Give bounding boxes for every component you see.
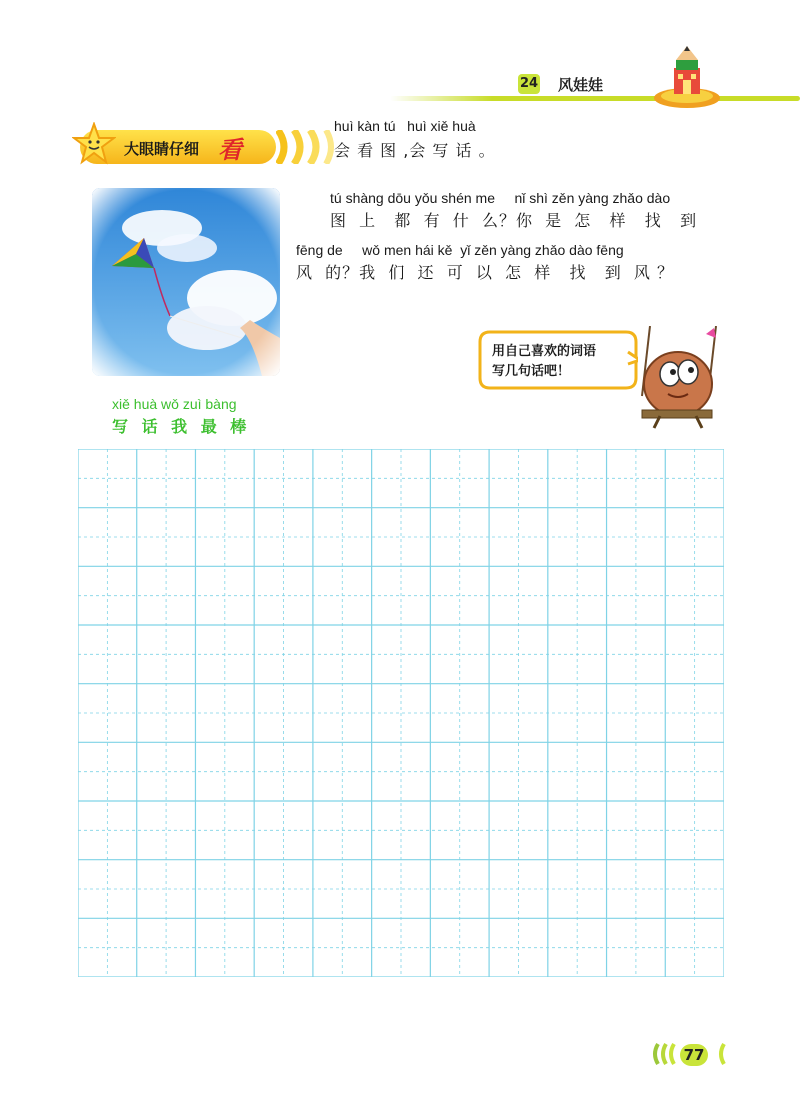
banner-label: 大眼睛仔细 [124, 140, 200, 158]
header-rule [390, 96, 800, 101]
writing-heading: 写 话 我 最 棒 [112, 417, 251, 436]
task-intro-text: 会 看 图 ,会 写 话 。 [334, 141, 496, 160]
task-intro-pinyin: huì kàn tú huì xiě huà [334, 118, 476, 134]
banner-stripes [276, 130, 336, 164]
swing-character-icon [620, 326, 732, 430]
speech-bubble-text [492, 342, 632, 382]
question-2-pinyin: fēng de wǒ men hái kě yǐ zěn yàng zhǎo dào fēng [296, 242, 624, 258]
writing-grid[interactable] [78, 449, 724, 977]
smiley-star-icon [72, 122, 116, 166]
lesson-title: 风娃娃 [558, 76, 604, 94]
page-number: 77 [680, 1044, 708, 1066]
pencil-house-icon [652, 46, 722, 110]
question-1-pinyin: tú shàng dōu yǒu shén me nǐ shì zěn yàng zhǎo dào [330, 190, 671, 206]
banner-accent: 看 [218, 136, 242, 164]
question-2-text: 风 的？我 们 还 可 以 怎 样 找 到 风 ？ [296, 263, 674, 282]
writing-heading-pinyin: xiě huà wǒ zuì bàng [112, 396, 237, 412]
speech-line-2: 写几句话吧！ [492, 364, 571, 379]
speech-line-1: 用自己喜欢的词语 [492, 344, 597, 359]
section-banner [72, 122, 332, 172]
lesson-number: 24 [518, 74, 540, 94]
kite-sky-photo [92, 188, 280, 376]
question-1-text: 图 上 都 有 什 么？你 是 怎 样 找 到 [330, 211, 698, 230]
